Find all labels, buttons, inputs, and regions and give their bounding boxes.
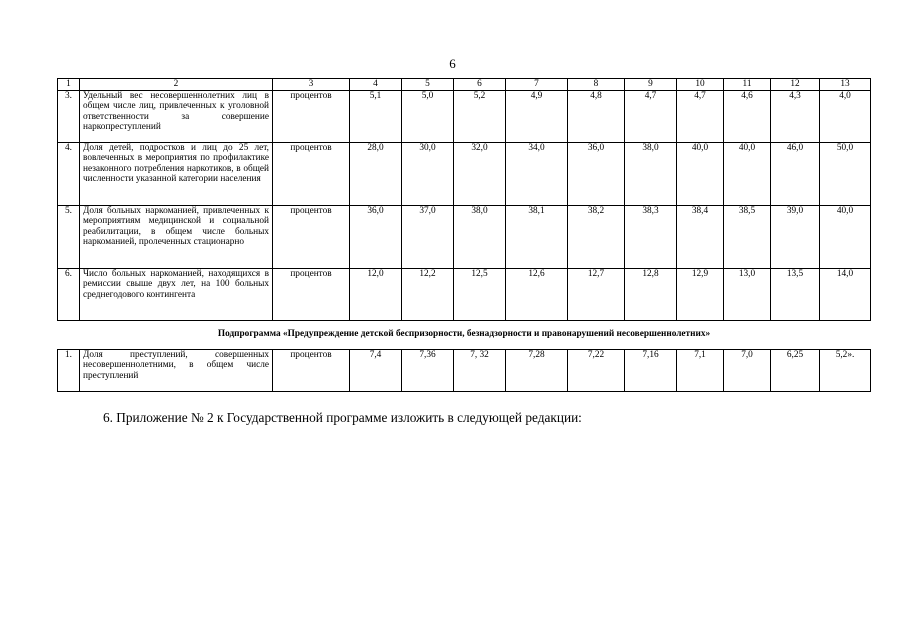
- header-cell: 1: [58, 79, 80, 91]
- value-cell: 13,0: [724, 268, 771, 320]
- value-cell: 12,6: [506, 268, 568, 320]
- table-row: [58, 142, 871, 205]
- value-cell: 7,16: [625, 349, 677, 391]
- value-cell: 40,0: [820, 205, 871, 268]
- header-cell: 9: [625, 79, 677, 91]
- indicator-name: Удельный вес несовершеннолетних лиц в общем числе лиц, привлеченных к уголовной ответственности за совершение наркопреступлений: [80, 90, 273, 142]
- value-cell: 4,8: [568, 90, 625, 142]
- value-cell: 5,1: [350, 90, 402, 142]
- value-cell: 5,2: [454, 90, 506, 142]
- value-cell: 7, 32: [454, 349, 506, 391]
- page-number: 6: [449, 56, 456, 71]
- value-cell: 4,7: [677, 90, 724, 142]
- value-cell: 12,7: [568, 268, 625, 320]
- value-cell: 7,4: [350, 349, 402, 391]
- header-cell: 2: [80, 79, 273, 91]
- instruction-text: 6. Приложение № 2 к Государственной программе изложить в следующей редакции:: [103, 410, 582, 425]
- header-cell: 8: [568, 79, 625, 91]
- value-cell: 4,7: [625, 90, 677, 142]
- header-cell: 6: [454, 79, 506, 91]
- row-number: 5.: [58, 205, 80, 268]
- value-cell: 32,0: [454, 142, 506, 205]
- indicators-table: [57, 78, 871, 392]
- value-cell: 14,0: [820, 268, 871, 320]
- indicator-name: Доля больных наркоманией, привлеченных к мероприятиям медицинской и социальной реабилитации, в общем числе больных наркоманией, пролеченных стационарно: [80, 205, 273, 268]
- value-cell: 38,0: [454, 205, 506, 268]
- value-cell: 4,0: [820, 90, 871, 142]
- row-number: 1.: [58, 349, 80, 391]
- table-row: [58, 268, 871, 320]
- value-cell: 38,0: [625, 142, 677, 205]
- value-cell: 50,0: [820, 142, 871, 205]
- value-cell: 4,6: [724, 90, 771, 142]
- value-cell: 6,25: [771, 349, 820, 391]
- value-cell: 30,0: [402, 142, 454, 205]
- value-cell: 40,0: [677, 142, 724, 205]
- value-cell: 38,1: [506, 205, 568, 268]
- value-cell: 5,2».: [820, 349, 871, 391]
- table-row: [58, 90, 871, 142]
- table-row: [58, 205, 871, 268]
- value-cell: 39,0: [771, 205, 820, 268]
- value-cell: 7,1: [677, 349, 724, 391]
- value-cell: 40,0: [724, 142, 771, 205]
- indicator-name: Доля преступлений, совершенных несовершеннолетними, в общем числе преступлений: [80, 349, 273, 391]
- value-cell: 36,0: [568, 142, 625, 205]
- table-body: [58, 79, 871, 392]
- row-number: 6.: [58, 268, 80, 320]
- subprogram-header-row: [58, 320, 871, 349]
- value-cell: 38,2: [568, 205, 625, 268]
- value-cell: 7,0: [724, 349, 771, 391]
- header-cell: 12: [771, 79, 820, 91]
- header-cell: 11: [724, 79, 771, 91]
- value-cell: 13,5: [771, 268, 820, 320]
- indicator-name: Доля детей, подростков и лиц до 25 лет, вовлеченных в мероприятия по профилактике незаконного потребления наркотиков, в общей численности указанной категории населения: [80, 142, 273, 205]
- value-cell: 12,2: [402, 268, 454, 320]
- value-cell: 7,36: [402, 349, 454, 391]
- unit-cell: процентов: [273, 268, 350, 320]
- header-cell: 13: [820, 79, 871, 91]
- value-cell: 4,9: [506, 90, 568, 142]
- subprogram-title: Подпрограмма «Предупреждение детской беспризорности, безнадзорности и правонарушений несовершеннолетних»: [58, 320, 871, 349]
- value-cell: 36,0: [350, 205, 402, 268]
- value-cell: 5,0: [402, 90, 454, 142]
- value-cell: 38,5: [724, 205, 771, 268]
- value-cell: 38,4: [677, 205, 724, 268]
- table-header-row: [58, 79, 871, 91]
- value-cell: 28,0: [350, 142, 402, 205]
- row-number: 3.: [58, 90, 80, 142]
- unit-cell: процентов: [273, 205, 350, 268]
- unit-cell: процентов: [273, 90, 350, 142]
- header-cell: 5: [402, 79, 454, 91]
- value-cell: 12,5: [454, 268, 506, 320]
- value-cell: 7,28: [506, 349, 568, 391]
- row-number: 4.: [58, 142, 80, 205]
- value-cell: 12,8: [625, 268, 677, 320]
- value-cell: 34,0: [506, 142, 568, 205]
- unit-cell: процентов: [273, 142, 350, 205]
- value-cell: 46,0: [771, 142, 820, 205]
- value-cell: 7,22: [568, 349, 625, 391]
- value-cell: 4,3: [771, 90, 820, 142]
- value-cell: 12,0: [350, 268, 402, 320]
- value-cell: 37,0: [402, 205, 454, 268]
- value-cell: 38,3: [625, 205, 677, 268]
- unit-cell: процентов: [273, 349, 350, 391]
- header-cell: 10: [677, 79, 724, 91]
- header-cell: 7: [506, 79, 568, 91]
- header-cell: 3: [273, 79, 350, 91]
- value-cell: 12,9: [677, 268, 724, 320]
- indicator-name: Число больных наркоманией, находящихся в ремиссии свыше двух лет, на 100 больных среднегодового контингента: [80, 268, 273, 320]
- table-row: [58, 349, 871, 391]
- header-cell: 4: [350, 79, 402, 91]
